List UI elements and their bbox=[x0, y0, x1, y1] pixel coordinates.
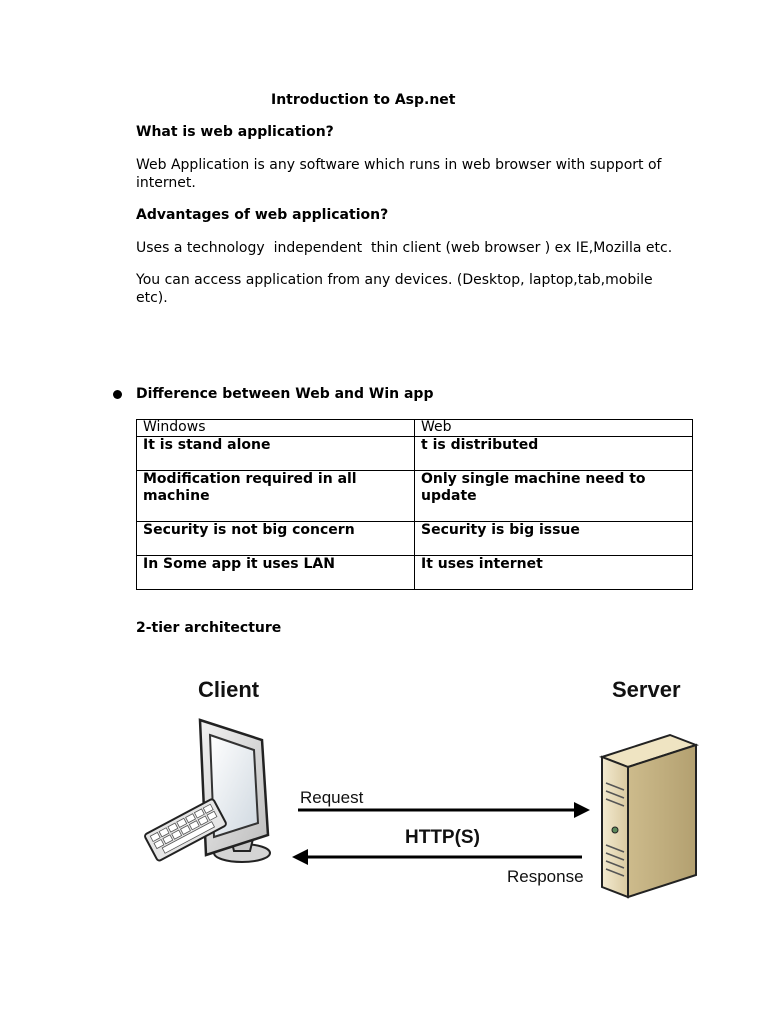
question-advantages: Advantages of web application? bbox=[136, 207, 389, 223]
table-cell: t is distributed bbox=[415, 437, 693, 471]
comparison-table bbox=[136, 419, 693, 590]
paragraph-line: internet. bbox=[136, 175, 196, 191]
bullet-heading: Difference between Web and Win app bbox=[136, 386, 434, 402]
table-cell: Security is not big concern bbox=[137, 522, 415, 556]
table-cell: In Some app it uses LAN bbox=[137, 556, 415, 590]
question-web-application: What is web application? bbox=[136, 124, 334, 140]
table-header-cell: Windows bbox=[137, 420, 415, 437]
table-header-row bbox=[137, 420, 693, 437]
table-cell: Modification required in all machine bbox=[137, 471, 415, 522]
table-row bbox=[137, 437, 693, 471]
table-header-cell: Web bbox=[415, 420, 693, 437]
tier-heading: 2-tier architecture bbox=[136, 620, 282, 636]
client-label: Client bbox=[198, 677, 260, 702]
table-cell: Only single machine need to update bbox=[415, 471, 693, 522]
table-row bbox=[137, 522, 693, 556]
table-cell: Security is big issue bbox=[415, 522, 693, 556]
table-cell: It is stand alone bbox=[137, 437, 415, 471]
server-label: Server bbox=[612, 677, 681, 702]
paragraph-web-application bbox=[136, 156, 661, 192]
server-tower-icon bbox=[602, 735, 696, 897]
paragraph-line: Web Application is any software which runs in web browser with support of bbox=[136, 157, 662, 173]
response-label: Response bbox=[507, 867, 584, 886]
table-row bbox=[137, 471, 693, 522]
protocol-label: HTTP(S) bbox=[405, 827, 480, 848]
two-tier-diagram bbox=[130, 665, 710, 915]
request-label: Request bbox=[300, 788, 364, 807]
table-row bbox=[137, 556, 693, 590]
client-computer-icon bbox=[144, 720, 270, 862]
page-title: Introduction to Asp.net bbox=[271, 92, 456, 108]
paragraph-line: You can access application from any devices. (Desktop, laptop,tab,mobile bbox=[136, 272, 653, 288]
paragraph-devices bbox=[136, 271, 653, 307]
response-arrow-icon bbox=[292, 849, 582, 865]
paragraph-thin-client: Uses a technology independent thin client (web browser ) ex IE,Mozilla etc. bbox=[136, 240, 673, 256]
paragraph-line: etc). bbox=[136, 290, 168, 306]
table-cell: It uses internet bbox=[415, 556, 693, 590]
bullet-icon bbox=[113, 390, 122, 399]
